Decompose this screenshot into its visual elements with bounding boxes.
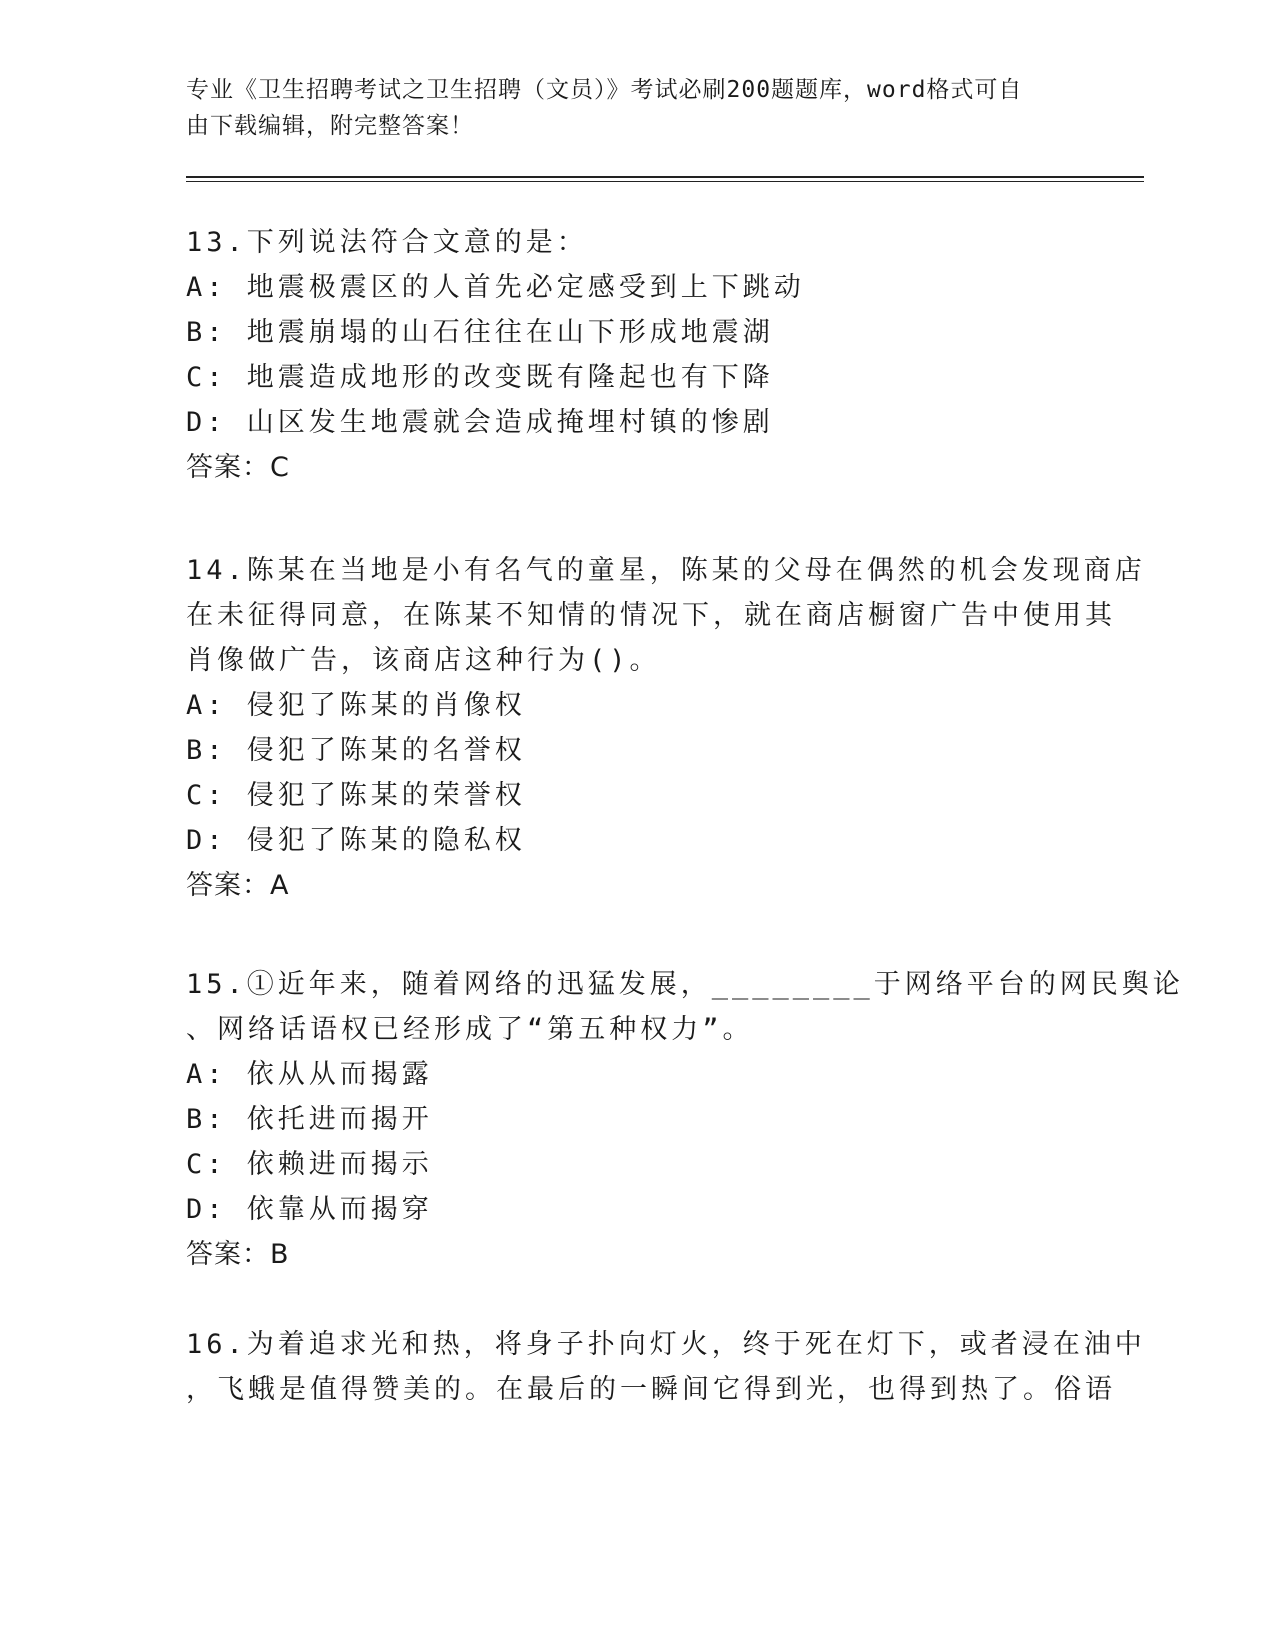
option-a: A: 地震极震区的人首先必定感受到上下跳动 (186, 272, 805, 303)
question-stem: 在未征得同意，在陈某不知情的情况下，就在商店橱窗广告中使用其 (186, 600, 1116, 631)
option-b: B: 地震崩塌的山石往往在山下形成地震湖 (186, 317, 774, 348)
header-divider-thin (186, 181, 1144, 182)
question-16 (186, 1322, 1146, 1412)
option-d: D: 山区发生地震就会造成掩埋村镇的惨剧 (186, 407, 774, 438)
question-stem: ，飞蛾是值得赞美的。在最后的一瞬间它得到光，也得到热了。俗语 (186, 1374, 1116, 1405)
header-line-2: 由下载编辑，附完整答案！ (186, 113, 474, 139)
answer: 答案：B (186, 1239, 290, 1270)
option-c: C: 地震造成地形的改变既有隆起也有下降 (186, 362, 774, 393)
question-stem: 、网络话语权已经形成了“第五种权力”。 (186, 1014, 754, 1045)
question-stem: 16.为着追求光和热，将身子扑向灯火，终于死在灯下，或者浸在油中 (186, 1329, 1146, 1360)
question-stem: 肖像做广告，该商店这种行为()。 (186, 645, 661, 676)
header-divider-thick (186, 176, 1144, 178)
option-a: A: 依从从而揭露 (186, 1059, 433, 1090)
header-line-1: 专业《卫生招聘考试之卫生招聘（文员）》考试必刷200题题库，word格式可自 (186, 77, 1023, 103)
option-b: B: 依托进而揭开 (186, 1104, 433, 1135)
option-b: B: 侵犯了陈某的名誉权 (186, 735, 526, 766)
question-15 (186, 962, 1184, 1277)
option-d: D: 侵犯了陈某的隐私权 (186, 825, 526, 856)
question-13 (186, 220, 1066, 490)
answer: 答案：A (186, 870, 290, 901)
option-d: D: 依靠从而揭穿 (186, 1194, 433, 1225)
question-stem: 15.①近年来，随着网络的迅猛发展，________于网络平台的网民舆论 (186, 969, 1184, 1000)
option-c: C: 侵犯了陈某的荣誉权 (186, 780, 526, 811)
option-c: C: 依赖进而揭示 (186, 1149, 433, 1180)
answer: 答案：C (186, 452, 290, 483)
question-14 (186, 548, 1146, 908)
question-stem: 14.陈某在当地是小有名气的童星，陈某的父母在偶然的机会发现商店 (186, 555, 1146, 586)
question-stem: 13.下列说法符合文意的是： (186, 227, 588, 258)
option-a: A: 侵犯了陈某的肖像权 (186, 690, 526, 721)
document-header (186, 72, 1066, 144)
